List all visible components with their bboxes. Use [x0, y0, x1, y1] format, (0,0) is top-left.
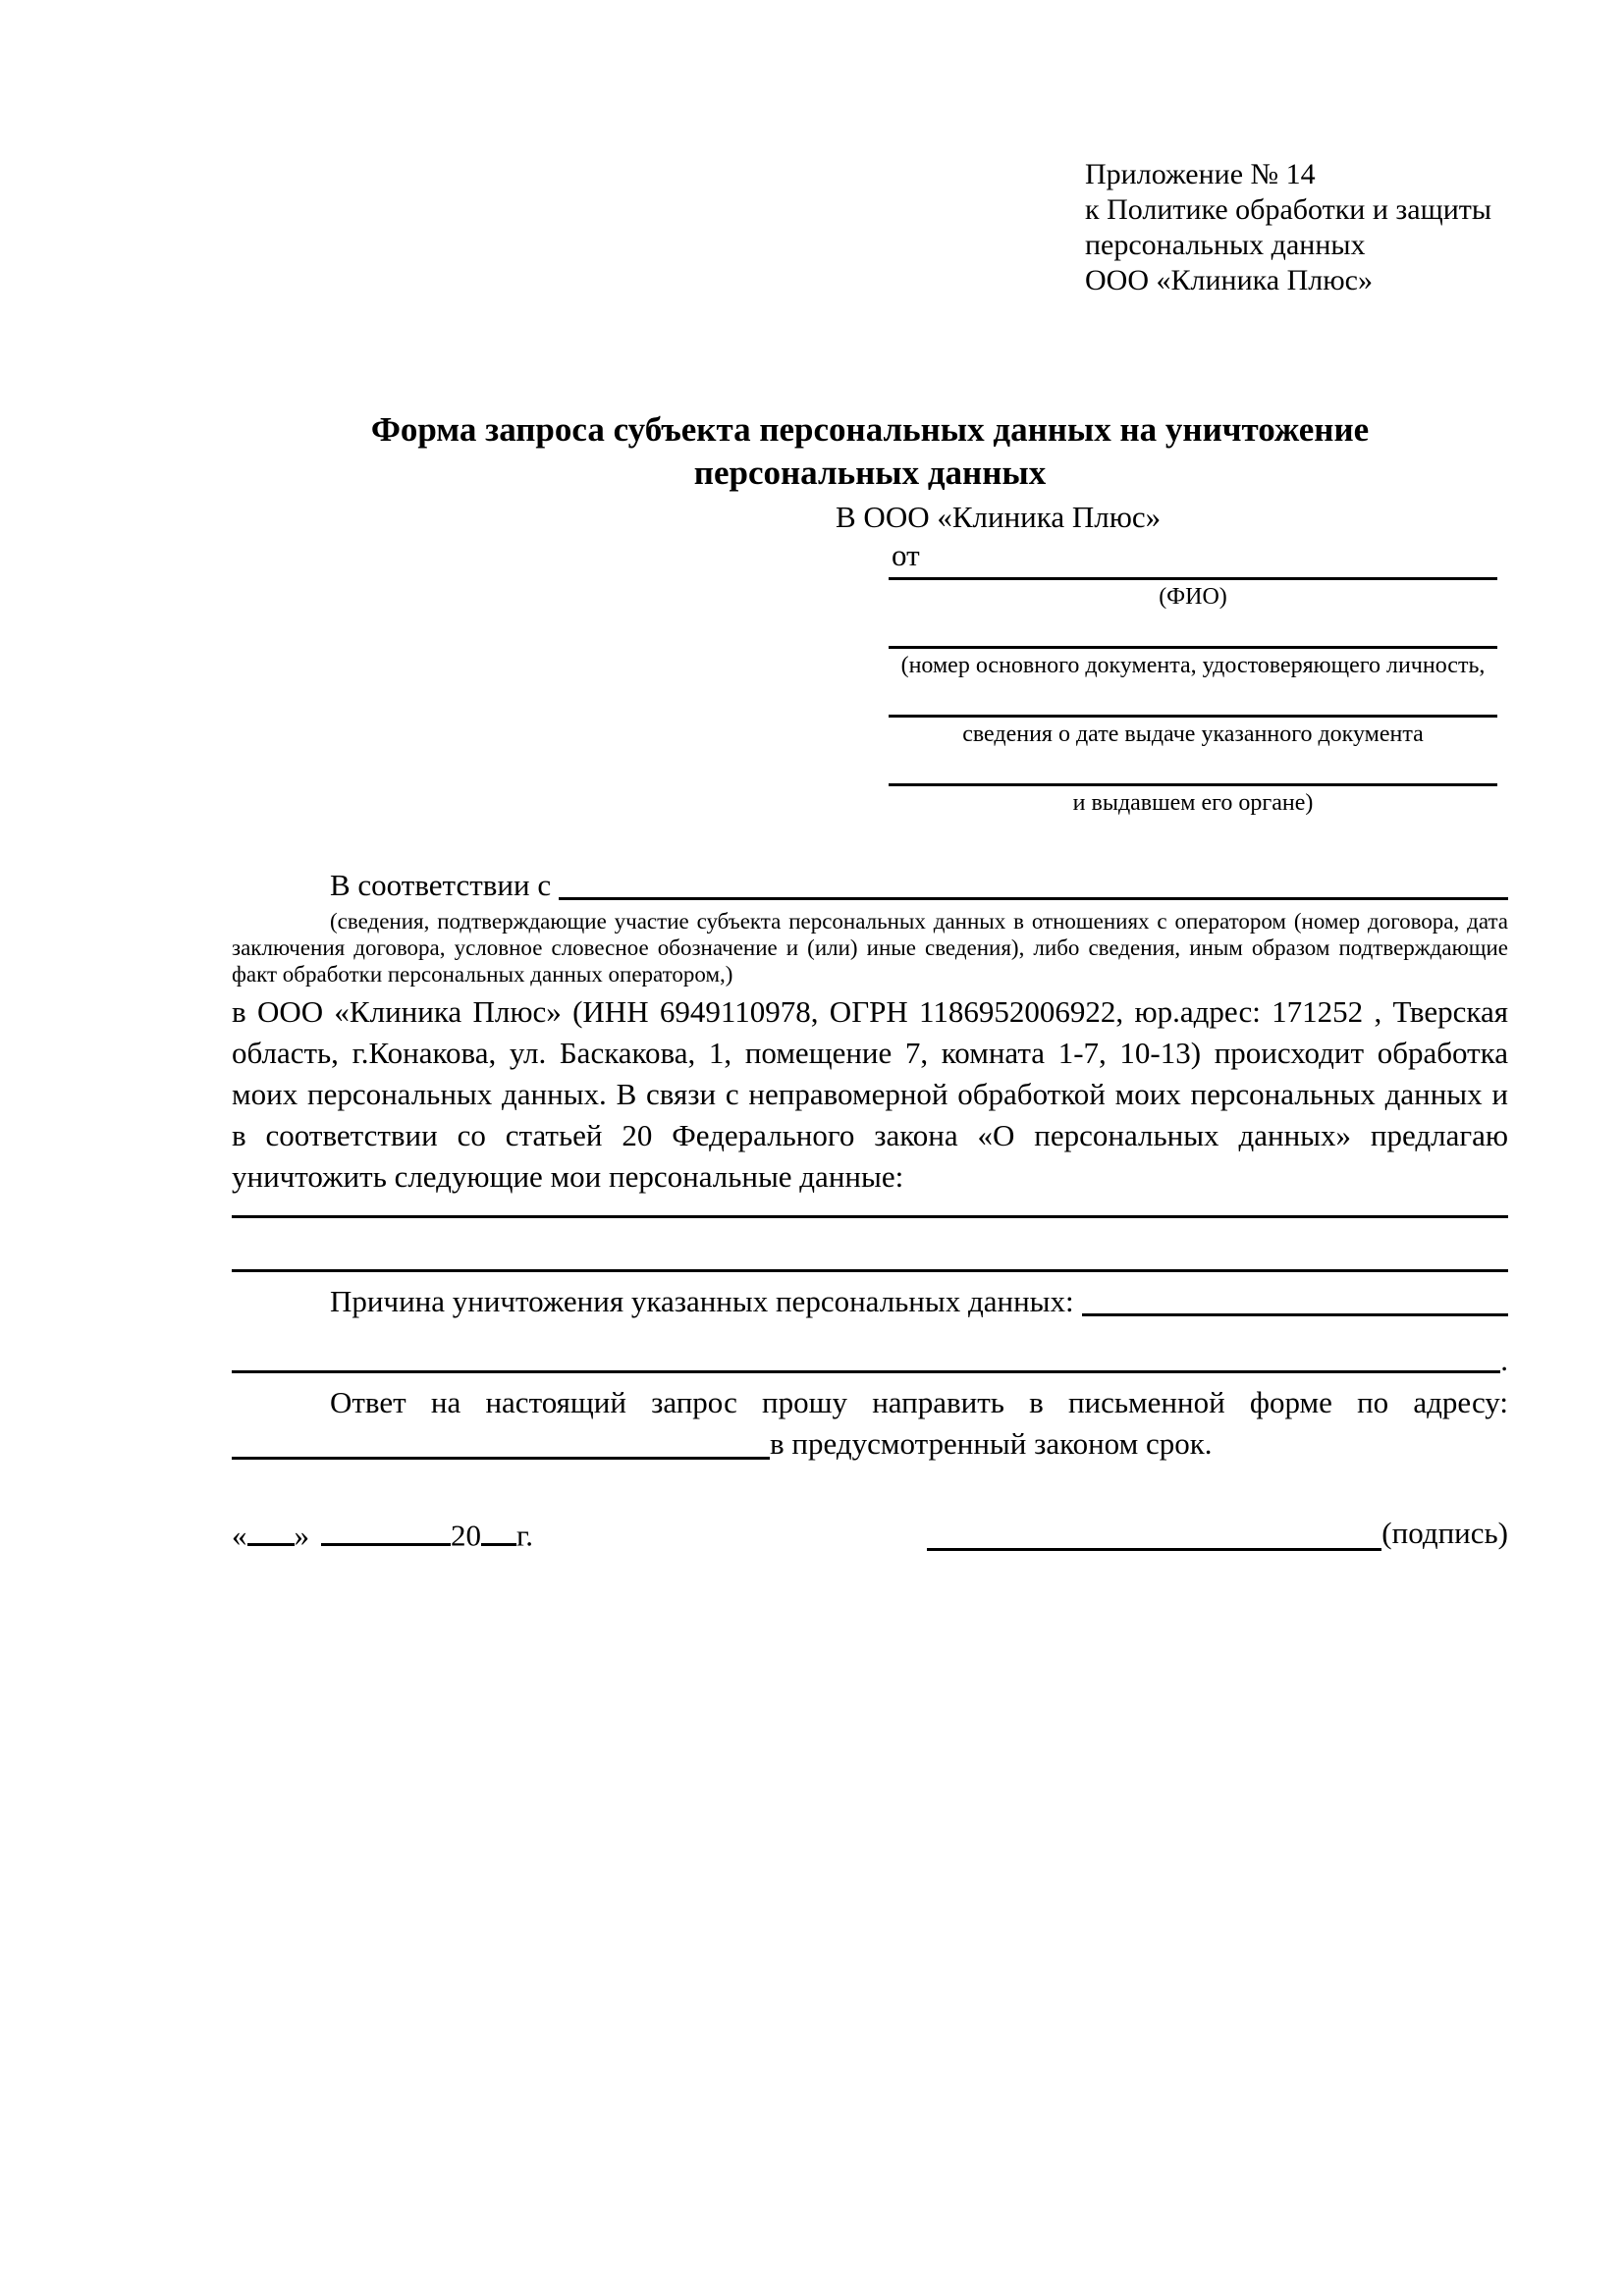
appendix-line: ООО «Клиника Плюс»: [1085, 264, 1373, 296]
answer-tail-text: в предусмотренный законом срок.: [770, 1426, 1213, 1461]
date-group: [232, 1514, 533, 1556]
issue-date-input-line[interactable]: [889, 715, 1497, 718]
issuing-authority-caption: и выдавшем его органе): [1072, 790, 1314, 816]
answer-request-text: Ответ на настоящий запрос прошу направить в письменной форме по адресу:: [330, 1385, 1508, 1419]
quote-open: «: [232, 1518, 247, 1553]
accordance-input-line[interactable]: [559, 897, 1508, 900]
month-input-line[interactable]: [321, 1514, 451, 1546]
appendix-line: Приложение № 14: [1085, 158, 1316, 190]
signature-caption: (подпись): [1381, 1516, 1508, 1550]
document-number-caption: (номер основного документа, удостоверяющего личность,: [900, 653, 1486, 678]
document-number-input-line[interactable]: [889, 646, 1497, 649]
signature-input-line[interactable]: [927, 1548, 1381, 1551]
reason-input-line[interactable]: [1082, 1313, 1508, 1316]
reason-period: .: [1500, 1343, 1508, 1377]
day-input-line[interactable]: [247, 1514, 295, 1546]
reason-input-line-2[interactable]: [232, 1370, 1500, 1373]
page-title-line: Форма запроса субъекта персональных данных на уничтожение: [370, 410, 1370, 449]
from-label: от: [892, 538, 920, 572]
recipient-org: В ООО «Клиника Плюс»: [836, 500, 1162, 534]
appendix-block: [1085, 157, 1508, 298]
address-input-line[interactable]: [232, 1457, 770, 1460]
page-title-line: персональных данных: [693, 454, 1047, 492]
appendix-line: персональных данных: [1085, 229, 1366, 261]
year-suffix: г.: [516, 1518, 533, 1553]
appendix-line: к Политике обработки и защиты: [1085, 193, 1492, 226]
reason-label: Причина уничтожения указанных персональных данных:: [330, 1284, 1074, 1318]
address-row: [232, 1423, 1508, 1465]
personal-data-input-line-2[interactable]: [232, 1269, 1508, 1272]
reason-row: [232, 1282, 1508, 1321]
page-title: [232, 408, 1508, 495]
issue-date-caption: сведения о дате выдаче указанного документа: [962, 721, 1424, 747]
issuing-authority-input-line[interactable]: [889, 783, 1497, 786]
accordance-note: (сведения, подтверждающие участие субъекта персональных данных в отношениях с оператором (номер договора, дата заключения договора, условное словесное обозначение и (или) иные сведения), либо сведения, иным образом подтверждающие факт обработки персональных данных оператором,): [232, 909, 1508, 987]
accordance-row: [232, 866, 1508, 905]
date-signature-row: [232, 1514, 1508, 1556]
reason-continuation-row: [232, 1343, 1508, 1378]
fio-caption: (ФИО): [1159, 584, 1227, 610]
year-prefix: 20: [451, 1518, 481, 1553]
personal-data-input-line-1[interactable]: [232, 1215, 1508, 1218]
accordance-label: В соответствии с: [330, 868, 552, 902]
recipient-fields: [889, 577, 1497, 819]
main-paragraph: в ООО «Клиника Плюс» (ИНН 6949110978, ОГРН 1186952006922, юр.адрес: 171252 , Тверская область, г.Конакова, ул. Баскакова, 1, помещение 7, комната 1-7, 10-13) происходит обработка моих персональных данных. В связи с неправомерной обработкой моих персональных данных и в соответствии со статьей 20 Федерального закона «О персональных данных» предлагаю уничтожить следующие мои персональные данные:: [232, 994, 1508, 1194]
fio-input-line[interactable]: [889, 577, 1497, 580]
signature-group: [927, 1514, 1508, 1556]
year-input-line[interactable]: [481, 1514, 516, 1546]
quote-close: »: [294, 1518, 309, 1553]
